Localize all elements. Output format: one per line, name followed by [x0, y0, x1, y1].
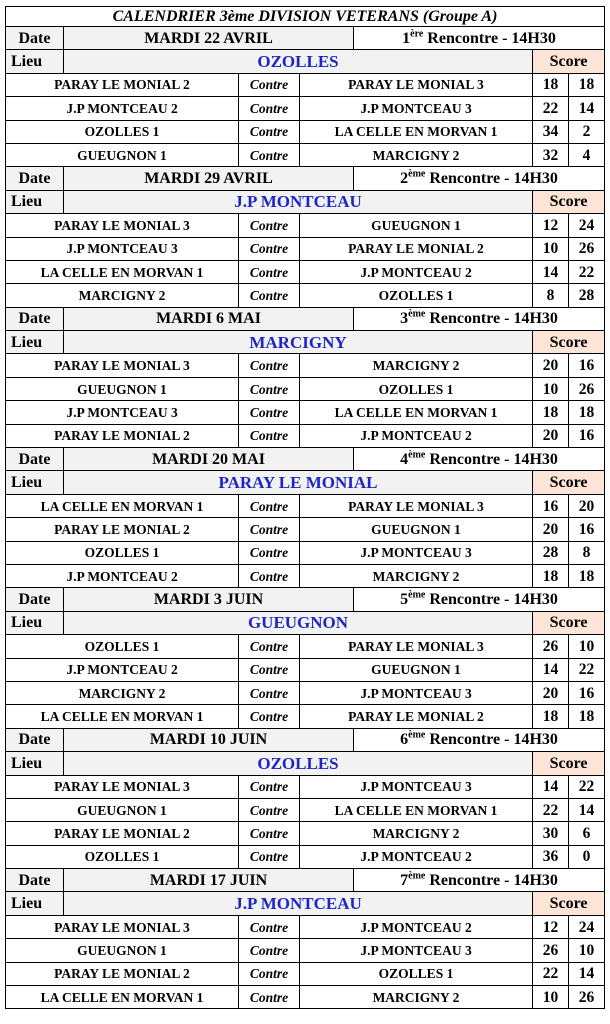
away-score: 28 — [569, 284, 605, 307]
versus-label: Contre — [239, 705, 300, 728]
home-team: OZOLLES 1 — [6, 845, 239, 868]
away-score: 8 — [569, 541, 605, 564]
away-score: 14 — [569, 798, 605, 821]
round-number — [354, 869, 605, 892]
versus-label: Contre — [239, 541, 300, 564]
venue-label: Lieu — [6, 331, 64, 354]
home-team: PARAY LE MONIAL 3 — [6, 354, 239, 377]
match-row — [6, 939, 605, 962]
venue-label: Lieu — [6, 190, 64, 213]
away-team: J.P MONTCEAU 2 — [300, 915, 533, 938]
home-score: 10 — [533, 377, 569, 400]
away-team: J.P MONTCEAU 3 — [300, 681, 533, 704]
title-row — [6, 7, 605, 27]
match-row — [6, 260, 605, 283]
round-venue-row — [6, 471, 605, 494]
match-row — [6, 962, 605, 985]
home-score: 18 — [533, 564, 569, 587]
home-score: 10 — [533, 986, 569, 1009]
away-team: PARAY LE MONIAL 3 — [300, 494, 533, 517]
versus-label: Contre — [239, 845, 300, 868]
round-time: Rencontre - 14H30 — [425, 871, 558, 889]
round-date-row — [6, 448, 605, 471]
home-team: PARAY LE MONIAL 2 — [6, 73, 239, 96]
home-team: GUEUGNON 1 — [6, 939, 239, 962]
score-header: Score — [533, 471, 605, 494]
away-score: 26 — [569, 986, 605, 1009]
round-ordinal-suffix: ème — [408, 730, 426, 742]
home-score: 14 — [533, 775, 569, 798]
match-row — [6, 705, 605, 728]
away-score: 22 — [569, 260, 605, 283]
home-team: OZOLLES 1 — [6, 120, 239, 143]
versus-label: Contre — [239, 377, 300, 400]
home-score: 30 — [533, 822, 569, 845]
score-header: Score — [533, 50, 605, 73]
match-row — [6, 845, 605, 868]
away-score: 16 — [569, 354, 605, 377]
away-score: 14 — [569, 97, 605, 120]
match-row — [6, 214, 605, 237]
home-score: 22 — [533, 798, 569, 821]
score-header: Score — [533, 892, 605, 915]
versus-label: Contre — [239, 635, 300, 658]
date-label: Date — [6, 307, 64, 330]
versus-label: Contre — [239, 214, 300, 237]
round-time: Rencontre - 14H30 — [425, 450, 558, 468]
versus-label: Contre — [239, 822, 300, 845]
venue-label: Lieu — [6, 50, 64, 73]
home-score: 14 — [533, 260, 569, 283]
venue-name: OZOLLES — [64, 752, 533, 775]
match-row — [6, 97, 605, 120]
home-team: PARAY LE MONIAL 2 — [6, 424, 239, 447]
venue-name: MARCIGNY — [64, 331, 533, 354]
versus-label: Contre — [239, 237, 300, 260]
away-team: J.P MONTCEAU 2 — [300, 424, 533, 447]
versus-label: Contre — [239, 73, 300, 96]
match-row — [6, 120, 605, 143]
versus-label: Contre — [239, 658, 300, 681]
away-team: MARCIGNY 2 — [300, 354, 533, 377]
away-score: 22 — [569, 775, 605, 798]
away-score: 20 — [569, 494, 605, 517]
away-team: LA CELLE EN MORVAN 1 — [300, 401, 533, 424]
match-row — [6, 658, 605, 681]
versus-label: Contre — [239, 775, 300, 798]
venue-label: Lieu — [6, 892, 64, 915]
away-team: OZOLLES 1 — [300, 377, 533, 400]
venue-label: Lieu — [6, 752, 64, 775]
away-score: 18 — [569, 401, 605, 424]
versus-label: Contre — [239, 564, 300, 587]
match-row — [6, 143, 605, 166]
round-date-row — [6, 869, 605, 892]
home-team: PARAY LE MONIAL 2 — [6, 962, 239, 985]
away-team: PARAY LE MONIAL 2 — [300, 237, 533, 260]
home-score: 16 — [533, 494, 569, 517]
home-score: 18 — [533, 401, 569, 424]
home-team: PARAY LE MONIAL 3 — [6, 775, 239, 798]
match-row — [6, 541, 605, 564]
round-ordinal: 7 — [400, 871, 409, 889]
round-date: MARDI 17 JUIN — [64, 869, 354, 892]
versus-label: Contre — [239, 986, 300, 1009]
home-team: OZOLLES 1 — [6, 541, 239, 564]
away-score: 22 — [569, 658, 605, 681]
score-header: Score — [533, 611, 605, 634]
home-team: MARCIGNY 2 — [6, 284, 239, 307]
home-team: PARAY LE MONIAL 3 — [6, 214, 239, 237]
home-score: 26 — [533, 939, 569, 962]
home-team: LA CELLE EN MORVAN 1 — [6, 705, 239, 728]
home-team: LA CELLE EN MORVAN 1 — [6, 494, 239, 517]
home-team: J.P MONTCEAU 3 — [6, 401, 239, 424]
round-ordinal-suffix: ème — [408, 168, 426, 180]
away-team: OZOLLES 1 — [300, 284, 533, 307]
away-score: 10 — [569, 939, 605, 962]
date-label: Date — [6, 448, 64, 471]
round-date: MARDI 10 JUIN — [64, 728, 354, 751]
home-team: PARAY LE MONIAL 2 — [6, 822, 239, 845]
away-score: 10 — [569, 635, 605, 658]
versus-label: Contre — [239, 962, 300, 985]
away-score: 4 — [569, 143, 605, 166]
match-row — [6, 377, 605, 400]
match-row — [6, 73, 605, 96]
round-date-row — [6, 27, 605, 50]
round-date-row — [6, 167, 605, 190]
home-score: 32 — [533, 143, 569, 166]
home-team: LA CELLE EN MORVAN 1 — [6, 986, 239, 1009]
versus-label: Contre — [239, 284, 300, 307]
date-label: Date — [6, 588, 64, 611]
away-team: MARCIGNY 2 — [300, 143, 533, 166]
round-ordinal: 6 — [400, 731, 409, 749]
away-score: 2 — [569, 120, 605, 143]
round-ordinal-suffix: ème — [408, 449, 426, 461]
away-team: J.P MONTCEAU 3 — [300, 775, 533, 798]
calendar-table — [5, 6, 605, 1009]
venue-label: Lieu — [6, 611, 64, 634]
round-date: MARDI 22 AVRIL — [64, 27, 354, 50]
home-team: PARAY LE MONIAL 3 — [6, 915, 239, 938]
match-row — [6, 915, 605, 938]
away-score: 18 — [569, 705, 605, 728]
round-ordinal: 2 — [400, 170, 409, 188]
date-label: Date — [6, 27, 64, 50]
home-score: 20 — [533, 424, 569, 447]
round-date-row — [6, 307, 605, 330]
home-score: 12 — [533, 214, 569, 237]
round-time: Rencontre - 14H30 — [425, 170, 558, 188]
versus-label: Contre — [239, 915, 300, 938]
home-score: 34 — [533, 120, 569, 143]
versus-label: Contre — [239, 798, 300, 821]
match-row — [6, 635, 605, 658]
round-ordinal-suffix: ère — [410, 28, 424, 40]
home-team: J.P MONTCEAU 3 — [6, 237, 239, 260]
home-team: J.P MONTCEAU 2 — [6, 564, 239, 587]
away-team: GUEUGNON 1 — [300, 658, 533, 681]
match-row — [6, 822, 605, 845]
home-score: 26 — [533, 635, 569, 658]
round-venue-row — [6, 611, 605, 634]
home-score: 18 — [533, 73, 569, 96]
away-team: MARCIGNY 2 — [300, 986, 533, 1009]
home-score: 14 — [533, 658, 569, 681]
away-team: J.P MONTCEAU 2 — [300, 845, 533, 868]
versus-label: Contre — [239, 120, 300, 143]
versus-label: Contre — [239, 354, 300, 377]
away-team: LA CELLE EN MORVAN 1 — [300, 120, 533, 143]
match-row — [6, 775, 605, 798]
versus-label: Contre — [239, 518, 300, 541]
round-date: MARDI 29 AVRIL — [64, 167, 354, 190]
home-team: GUEUGNON 1 — [6, 798, 239, 821]
away-score: 14 — [569, 962, 605, 985]
versus-label: Contre — [239, 401, 300, 424]
home-team: J.P MONTCEAU 2 — [6, 97, 239, 120]
round-date: MARDI 3 JUIN — [64, 588, 354, 611]
round-number — [354, 588, 605, 611]
venue-name: GUEUGNON — [64, 611, 533, 634]
home-score: 18 — [533, 705, 569, 728]
away-team: PARAY LE MONIAL 2 — [300, 705, 533, 728]
match-row — [6, 401, 605, 424]
home-score: 20 — [533, 681, 569, 704]
round-number — [354, 728, 605, 751]
round-venue-row — [6, 331, 605, 354]
versus-label: Contre — [239, 97, 300, 120]
round-ordinal: 5 — [400, 591, 409, 609]
away-score: 24 — [569, 915, 605, 938]
match-row — [6, 681, 605, 704]
away-score: 26 — [569, 237, 605, 260]
home-team: GUEUGNON 1 — [6, 377, 239, 400]
away-score: 0 — [569, 845, 605, 868]
home-team: OZOLLES 1 — [6, 635, 239, 658]
round-time: Rencontre - 14H30 — [425, 731, 558, 749]
round-venue-row — [6, 892, 605, 915]
home-team: LA CELLE EN MORVAN 1 — [6, 260, 239, 283]
round-date-row — [6, 728, 605, 751]
away-score: 26 — [569, 377, 605, 400]
round-number — [354, 307, 605, 330]
versus-label: Contre — [239, 494, 300, 517]
away-score: 18 — [569, 564, 605, 587]
round-venue-row — [6, 50, 605, 73]
away-team: J.P MONTCEAU 3 — [300, 541, 533, 564]
score-header: Score — [533, 752, 605, 775]
venue-name: J.P MONTCEAU — [64, 190, 533, 213]
venue-name: J.P MONTCEAU — [64, 892, 533, 915]
away-team: OZOLLES 1 — [300, 962, 533, 985]
date-label: Date — [6, 167, 64, 190]
away-team: J.P MONTCEAU 3 — [300, 939, 533, 962]
round-number — [354, 167, 605, 190]
away-score: 6 — [569, 822, 605, 845]
venue-label: Lieu — [6, 471, 64, 494]
calendar-sheet — [5, 6, 604, 1009]
round-date: MARDI 6 MAI — [64, 307, 354, 330]
match-row — [6, 354, 605, 377]
home-team: MARCIGNY 2 — [6, 681, 239, 704]
match-row — [6, 798, 605, 821]
match-row — [6, 424, 605, 447]
round-time: Rencontre - 14H30 — [423, 29, 556, 47]
round-time: Rencontre - 14H30 — [425, 591, 558, 609]
round-time: Rencontre - 14H30 — [425, 310, 558, 328]
away-team: GUEUGNON 1 — [300, 214, 533, 237]
away-score: 16 — [569, 681, 605, 704]
away-team: J.P MONTCEAU 2 — [300, 260, 533, 283]
home-team: PARAY LE MONIAL 2 — [6, 518, 239, 541]
round-number — [354, 448, 605, 471]
home-score: 28 — [533, 541, 569, 564]
away-team: LA CELLE EN MORVAN 1 — [300, 798, 533, 821]
round-ordinal-suffix: ème — [408, 589, 426, 601]
away-team: MARCIGNY 2 — [300, 822, 533, 845]
versus-label: Contre — [239, 681, 300, 704]
venue-name: PARAY LE MONIAL — [64, 471, 533, 494]
score-header: Score — [533, 331, 605, 354]
away-team: GUEUGNON 1 — [300, 518, 533, 541]
round-venue-row — [6, 190, 605, 213]
page-title: CALENDRIER 3ème DIVISION VETERANS (Groupe A) — [6, 7, 605, 27]
home-score: 12 — [533, 915, 569, 938]
round-number — [354, 27, 605, 50]
home-score: 36 — [533, 845, 569, 868]
away-team: MARCIGNY 2 — [300, 564, 533, 587]
round-ordinal: 3 — [400, 310, 409, 328]
date-label: Date — [6, 869, 64, 892]
round-date-row — [6, 588, 605, 611]
away-score: 16 — [569, 518, 605, 541]
home-score: 22 — [533, 962, 569, 985]
away-team: PARAY LE MONIAL 3 — [300, 635, 533, 658]
home-score: 10 — [533, 237, 569, 260]
round-ordinal: 4 — [400, 450, 409, 468]
match-row — [6, 564, 605, 587]
away-team: PARAY LE MONIAL 3 — [300, 73, 533, 96]
versus-label: Contre — [239, 260, 300, 283]
home-score: 20 — [533, 518, 569, 541]
venue-name: OZOLLES — [64, 50, 533, 73]
score-header: Score — [533, 190, 605, 213]
match-row — [6, 986, 605, 1009]
match-row — [6, 518, 605, 541]
home-score: 8 — [533, 284, 569, 307]
round-venue-row — [6, 752, 605, 775]
versus-label: Contre — [239, 424, 300, 447]
versus-label: Contre — [239, 939, 300, 962]
round-ordinal-suffix: ème — [408, 870, 426, 882]
away-score: 24 — [569, 214, 605, 237]
home-team: GUEUGNON 1 — [6, 143, 239, 166]
home-team: J.P MONTCEAU 2 — [6, 658, 239, 681]
versus-label: Contre — [239, 143, 300, 166]
home-score: 22 — [533, 97, 569, 120]
round-ordinal-suffix: ème — [408, 309, 426, 321]
date-label: Date — [6, 728, 64, 751]
round-date: MARDI 20 MAI — [64, 448, 354, 471]
away-team: J.P MONTCEAU 3 — [300, 97, 533, 120]
match-row — [6, 494, 605, 517]
away-score: 16 — [569, 424, 605, 447]
match-row — [6, 284, 605, 307]
match-row — [6, 237, 605, 260]
home-score: 20 — [533, 354, 569, 377]
round-ordinal: 1 — [402, 29, 411, 47]
away-score: 18 — [569, 73, 605, 96]
